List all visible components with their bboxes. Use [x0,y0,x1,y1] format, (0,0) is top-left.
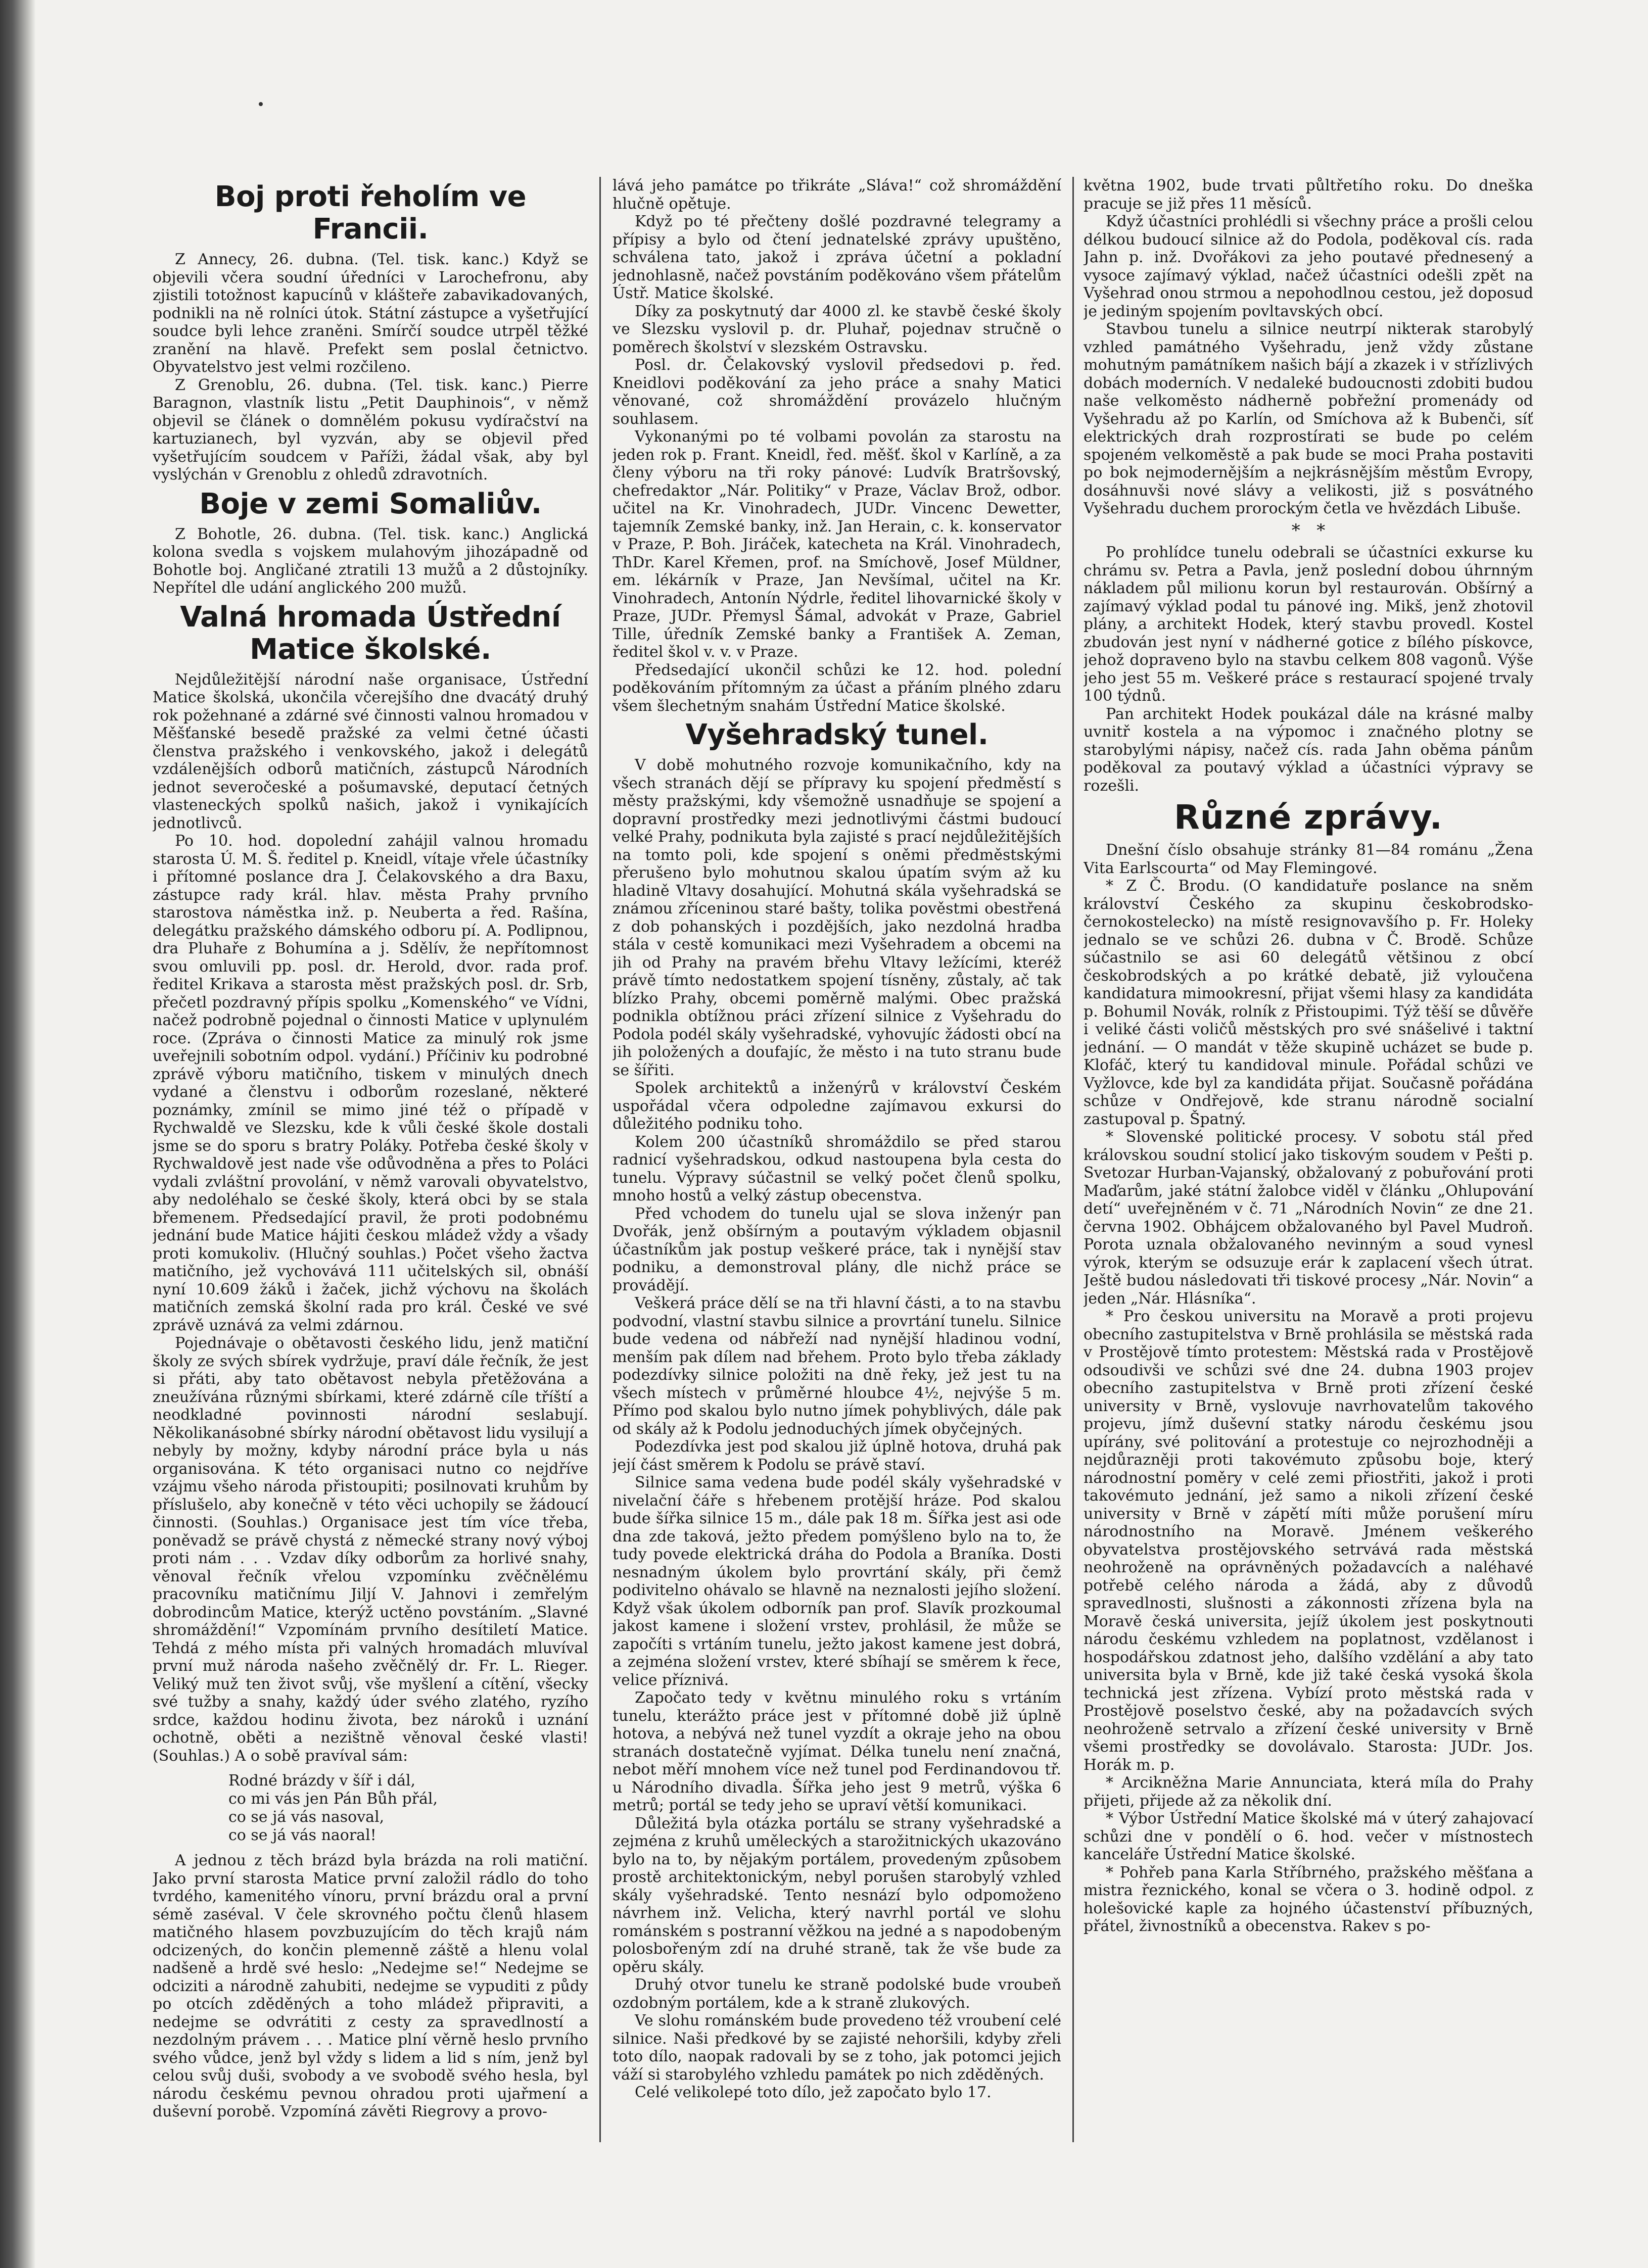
article-paragraph: * Arcikněžna Marie Annunciata, která míla do Prahy přijeti, přijede až za několik dní. [1084,1774,1533,1810]
article-paragraph: * Výbor Ústřední Matice školské má v úterý zahajovací schůzi dne v pondělí o 6. hod. večer v místnostech kanceláře Ústřední Matice školské. [1084,1810,1533,1863]
headline-ruzne-zpravy: Různé zprávy. [1174,798,1443,837]
article-paragraph: * Slovenské politické procesy. V sobotu stál před královskou soudní stolicí jako tiskovým soudem v Pešti p. Svetozar Hurban-Vajanský, obžalovaný z pobuřování proti Maďarům, jaké státní žalobce viděl v článku „Ohlupování detí“ uveřejněném v č. 71 „Národních Novin“ ze dne 21. června 1902. Obhájcem obžalovaného byl Pavel Mudroň. Porota uznala obžalovaného nevinným a soud vynesl výrok, kterým se odsuzuje erár k zaplacení všech útrat. Ještě budou následovati tři tiskové procesy „Nár. Novin“ a jeden „Nár. Hlásníka“. [1084,1128,1533,1308]
article-paragraph: Započato tedy v květnu minulého roku s vrtáním tunelu, kterážto práce jest v přítomné době již úplně hotova, a nebývá než tunel vyzdít a okraje jeho na obou stranách dostatečně vyjímat. Délka tunelu není značná, nebot měří mnohem více než tunel pod Ferdinandovou tř. u Národního divadla. Šířka jeho jest 9 metrů, výška 6 metrů; portál se tedy jeho se upraví větší komunikaci. [613,1689,1061,1814]
article-paragraph: V době mohutného rozvoje komunikačního, kdy na všech stranách dějí se přípravy ku spojení předměstí s městy pražskými, kdy všemožně usnadňuje se spojení a dopravní prostředky mezi jednotlivými částmi budoucí velké Prahy, podnikuta byla zajisté s prací nejdůležitějších na tomto poli, kde spojení s oněmi předměstskými přerušeno bylo mohutnou skalou úpatím svým až ku hladině Vltavy dosahující. Mohutná skála vyšehradská se známou zříceninou staré bašty, tolika pověstmi obestřená z dob pohanských i pozdějších, jako nezdolná hradba stála v cestě komunikaci mezi Vyšehradem a obcemi na jih od Prahy na pravém břehu Vltavy ležícími, kteréž právě tímto nedostatkem spojení tísněny, zůstaly, ač tak blízko Prahy, obcemi poměrně malými. Obec pražská podnikla obtížnou práci zřízení silnice z Vyšehradu do Podola podél skály vyšehradské, vyhovujíc žádosti obcí na jih položených a doufajíc, že město i na tuto stranu bude se šířiti. [613,756,1061,1079]
article-paragraph: Podezdívka jest pod skalou již úplně hotova, druhá pak její část směrem k Podolu se právě staví. [613,1438,1061,1474]
verse-line: co mi vás jen Pán Bůh přál, [228,1790,438,1808]
column-3 [1084,177,1533,2142]
article-paragraph: Z Grenoblu, 26. dubna. (Tel. tisk. kanc.) Pierre Baragnon, vlastník listu „Petit Dauphinois“, v němž objevil se článek o domnělém pokusu vydíračství na kartuzianech, byl vyzván, aby se objevil před vyšetřujícím soudcem v Paříži, žádal však, aby byl vyslýchán v Grenoblu z ohledů zdravotních. [153,376,588,484]
article-paragraph: Vykonanými po té volbami povolán za starostu na jeden rok p. Frant. Kneidl, řed. měšť. škol v Karlíně, a za členy výboru na tři roky pánové: Ludvík Bratršovský, chefredaktor „Nár. Politiky“ v Praze, Václav Brož, odbor. učitel na Kr. Vinohradech, JUDr. Vincenc Dewetter, tajemník Zemské banky, inž. Jan Herain, c. k. konservator v Praze, P. Boh. Jiráček, katecheta na Král. Vinohradech, ThDr. Karel Křemen, prof. na Smíchově, Josef Müldner, em. lékárník v Praze, Jan Nevšímal, učitel na Kr. Vinohradech, Antonín Nýdrle, ředitel lihovarnické školy v Praze, JUDr. Přemysl Šámal, advokát v Praze, Gabriel Tille, úředník Zemské banky a František A. Zeman, ředitel škol v. v. v Praze. [613,428,1061,661]
article-paragraph: * Z Č. Brodu. (O kandidatuře poslance na sněm království Českého za skupinu českobrodsko-černokostelecko) na místě resignovavšího p. Fr. Holeky jednalo se ve schůzi 26. dubna v Č. Brodě. Schůze súčastnilo se asi 60 delegátů většinou z obcí českobrodských a po krátké debatě, již vyloučena kandidatura mimookresní, přijat všemi hlasy za kandidáta p. Bohumil Novák, rolník z Přistoupimi. Týž těší se důvěře i veliké části voličů městských pro své snášelivé i taktní jednání. — O mandát v těže skupině ucházet se bude p. Klofáč, který tu kandidoval minule. Pořádal schůzi ve Vyžlovce, kde byl za kandidáta přijat. Současně pořádána schůze v Ondřejově, kde stranu národně socialní zastupoval p. Špatný. [1084,877,1533,1128]
article-paragraph: Posl. dr. Čelakovský vyslovil předsedovi p. řed. Kneidlovi poděkování za jeho práce a snahy Matici věnované, což shromáždění provázelo hlučným souhlasem. [613,356,1061,428]
article-paragraph: Nejdůležitější národní naše organisace, Ústřední Matice školská, ukončila včerejšího dne dvacátý druhý rok požehnané a zdárné své činnosti valnou hromadou v Měšťanské besedě pražské za velmi četné účasti členstva pražského i venkovského, jakož i delegátů vzdálenějších odborů matičních, zástupců Národních jednot severočeské a pošumavské, deputací četných vlasteneckých spolků našich, jakož i vynikajících jednotlivců. [153,670,588,832]
article-paragraph: Silnice sama vedena bude podél skály vyšehradské v nivelační čáře s hřebenem protější hráze. Pod skalou bude šířka silnice 15 m., dále pak 18 m. Šířka jest asi ode dna zde taková, ježto předem pomýšleno bylo na to, že tudy povede elektrická dráha do Podola a Braníka. Dosti nesnadným úkolem bylo provrtání skály, při čemž podivitelno ohávalo se hlavně na neznalosti jejího složení. Když však úkolem odborník pan prof. Slavík prozkoumal jakost kamene i složení vrstev, prohlásil, že může se započíti s vrtáním tunelu, ježto jakost kamene jest dobrá, a zejména složení vrstev, které sbíhají se směrem k řece, velice příznivá. [613,1474,1061,1689]
article-paragraph: Spolek architektů a inženýrů v království Českém uspořádal včera odpoledne zajímavou exkursi do důležitého podniku toho. [613,1079,1061,1133]
verse-line: co se já vás naoral! [228,1826,376,1844]
article-paragraph: Celé velikolepé toto dílo, jež započato bylo 17. [635,2084,992,2101]
article-paragraph: Pan architekt Hodek poukázal dále na krásné malby uvnitř kostela a na výpomoc i značného plotny se starobylými nápisy, načež cís. rada Jahn oběma pánům poděkoval za poutavý výklad a účastníci výpravy se rozešli. [1084,705,1533,795]
headline-boj-proti-reholim: Boj proti řeholím ve Francii. [214,180,527,246]
verse-line: co se já vás nasoval, [228,1808,385,1826]
column-2 [613,177,1061,2142]
article-paragraph: Z Bohotle, 26. dubna. (Tel. tisk. kanc.) Anglická kolona svedla s vojskem mulahovým jihozápadně od Bohotle boj. Angličané ztratili 13 mužů a 2 důstojníky. Nepřítel dle udání anglického 200 mužů. [153,525,588,597]
verse-line: Rodné brázdy v šíř i dál, [228,1772,416,1790]
article-paragraph: A jednou z těch brázd byla brázda na roli matiční. Jako první starosta Matice první založil rádlo do toho tvrdého, kamenitého vínoru, první brázdu oral a první sémě zaséval. V čele skrovného počtu členů hlasem matičného hlasem povzbuzujícím do těch krajů nám odcizených, do končin plemenně záště a hlenu volal nadšeně a hrdě své heslo: „Nedejme se!“ Nedejme se odciziti a národně zahubiti, nedejme se vypuditi z půdy po otcích zděděných a toho mládež připraviti, a nedejme se odvrátiti z cesty za spravedlností a nezdolným právem . . . Matice plní věrně heslo prvního svého vůdce, jenž byl vždy s lidem a lid s ním, jenž byl celou svůj duši, svobody a ve svobodě svého hesla, byl národu českému pevnou ohradou proti ujařmení a duševní porobě. Vzpomíná závěti Riegrovy a provo- [153,1852,588,2120]
column-rule-2 [1072,177,1074,2142]
article-paragraph: Důležitá byla otázka portálu se strany vyšehradské a zejména z kruhů uměleckých a starožitnických ukazováno bylo na to, by nějakým portálem, provedeným způsobem prostě architektonickým, nebyl porušen starobylý vzhled skály vyšehradské. Tento nesnází bylo odpomoženo návrhem inž. Velicha, který navrhl portál ve slohu románském s postranní věžkou na jedné a s napodobeným polosbořeným zdí na druhé straně, tak že vše bude za opěru skály. [613,1814,1061,1976]
ink-spot [259,102,263,106]
article-paragraph: Když po té přečteny došlé pozdravné telegramy a přípisy a bylo od čtení jednatelské zprávy upuštěno, schválena tato, jakož i zpráva účetní a pokladní jednohlasně, načež povstáním poděkováno všem přátelům Ústř. Matice školské. [613,213,1061,302]
article-paragraph: Po 10. hod. dopolední zahájil valnou hromadu starosta Ú. M. Š. ředitel p. Kneidl, vítaje vřele účastníky i přítomné poslance dra J. Čelakovského a dra Baxu, zástupce rady král. hlav. města Prahy prvního starostova náměstka inž. p. Neuberta a řed. Rašína, delegátku pražského dámského odboru pí. A. Podlipnou, dra Pluhaře z Bohumína a j. Sdělív, že nepřítomnost svou omluvili pp. posl. dr. Herold, dvor. rada prof. ředitel Krikava a starosta měst pražských posl. dr. Srb, přečetl pozdravný přípis spolku „Komenského“ ve Vídni, načež podrobně pojednal o činnosti Matice v uplynulém roce. (Zpráva o činnosti Matice za minulý rok jsme uveřejnili sobotním odpol. vydání.) Příčiniv ku podrobné zprávě výboru matičního, tiskem v minulých dnech vydané a členstvu i odborům rozeslané, některé poznámky, zmínil se mimo jiné též o případě v Rychwaldě ve Slezsku, kde k vůli české škole dostali jsme se do sporu s bratry Poláky. Potřeba české školy v Rychwaldově jest nade vše odůvodněna a přes to Poláci vydali zvláštní provolání, v němž varovali obyvatelstvo, aby nedoléhalo se české školy, která obci by se stala břemenem. Předsedající pravil, že proti podobnému jednání bude Matice hájiti českou mládež vždy a všady proti komukoliv. (Hlučný souhlas.) Počet všeho žactva matičního, jež vychovává 111 učitelských sil, obnáší nyní 10.609 žáků i žaček, jichž výchovu na školách matičních zemská školní rada pro král. České ve své zprávě uznává za velmi zdárnou. [153,832,588,1334]
article-paragraph: Před vchodem do tunelu ujal se slova inženýr pan Dvořák, jenž obšírným a poutavým výkladem objasnil účastníkům jak postup veškeré práce, tak i nynější stav podniku, a demonstroval plány, dle nichž práce se provádějí. [613,1204,1061,1294]
article-paragraph: Díky za poskytnutý dar 4000 zl. ke stavbě české školy ve Slezsku vyslovil p. dr. Pluhař, pojednav stručně o poměrech školství v slezském Ostravsku. [613,302,1061,356]
column-rule-1 [599,177,601,2142]
headline-vysehradsky-tunel: Vyšehradský tunel. [685,718,988,751]
article-paragraph: * Pro českou universitu na Moravě a proti projevu obecního zastupitelstva v Brně prohlásila se městská rada v Prostějově tímto protestem: Městská rada v Prostějově odsoudivši ve schůzi své dne 24. dubna 1903 projev obecního zastupitelstva v Brně proti zřízení české university v Brně, vyslovuje navrhovatelům takového projevu, jímž duševní statky národu českému jsou upírány, své politování a protestuje co nejrozhodněji a nejdůrazněji proti takovémuto způsobu boje, který národnostní poměry v celé zemi přiostřiti, jakož i proti takovémuto jednání, jež samo a nikoli zřízení české university v Brně v zápětí míti může porušení míru národnostního na Moravě. Jménem veškerého obyvatelstva prostějovského setrvává rada městská neohroženě na oprávněných požadavcích a naléhavé potřebě celého národa a žádá, aby z důvodů spravedlnosti, slušnosti a zákonnosti zřízena byla na Moravě česká universita, jejíž úkolem jest poskytnouti národu českému vzhledem na poplatnost, vzdělanost i hospodářskou zdatnost jeho, dalšího vzdělání a aby tato universita byla v Brně, kde již také česká vysoká škola technická jest zřízena. Vybízí proto městská rada v Prostějově poselstvo české, aby na požadavcích svých neohroženě setrvalo a zřízení české university v Brně všemi prostředky se dovolávalo. Starosta: JUDr. Jos. Horák m. p. [1084,1308,1533,1774]
article-paragraph: Když účastníci prohlédli si všechny práce a prošli celou délkou budoucí silnice až do Podola, poděkoval cís. rada Jahn p. inž. Dvořákovi za jeho poutavé přednesený a vysoce zajímavý výklad, načež účastníci odešli zpět na Vyšehrad onou strmou a nepohodlnou cestou, jež doposud je jediným spojením povltavských obcí. [1084,213,1533,320]
article-paragraph: května 1902, bude trvati půltřetího roku. Do dneška pracuje se již přes 11 měsíců. [1084,177,1533,213]
headline-valna-hromada: Valná hromada Ústřední Matice školské. [180,600,561,666]
asterism-separator: * * [1291,520,1326,541]
article-paragraph: Po prohlídce tunelu odebrali se účastníci exkurse ku chrámu sv. Petra a Pavla, jenž poslední dobou úhrnným nákladem půl milionu korun byl restaurován. Obšírný a zajímavý výklad podal tu pánové ing. Mikš, jenž zhotovil plány, a architekt Hodek, který stavbu provedl. Kostel zbudován jest nyní v nádherné gotice z bílého pískovce, jehož dopraveno bylo na stavbu celkem 808 vagonů. Výše jeho jest 55 m. Veškeré práce s restaurací spojené trvaly 100 týdnů. [1084,544,1533,705]
article-paragraph: * Pohřeb pana Karla Stříbrného, pražského měšťana a mistra řeznického, konal se včera o 3. hodině odpol. z holešovické kaple za hojného účastenství příbuzných, přátel, živnostníků a obecenstva. Rakev s po- [1084,1863,1533,1935]
binding-edge [0,0,35,2268]
article-paragraph: Předsedající ukončil schůzi ke 12. hod. polední poděkováním přítomným za účast a přáním plného zdaru všem šlechetným snahám Ústřední Matice školské. [613,661,1061,715]
article-paragraph: lává jeho památce po třikráte „Sláva!“ což shromáždění hlučně opětuje. [613,177,1061,213]
article-paragraph: Z Annecy, 26. dubna. (Tel. tisk. kanc.) Když se objevili včera soudní úředníci v Larochefronu, aby zjistili totožnost kapucínů v klášteře zabavikadovaných, podnikli na ně rolníci útok. Státní zástupce a vyšetřující soudce byli lehce zraněni. Smírčí soudce utrpěl těžké zranění na hlavě. Prefekt sem poslal četnictvo. Obyvatelstvo jest velmi rozčileno. [153,251,588,376]
headline-boje-somaliu: Boje v zemi Somaliův. [199,487,542,520]
article-paragraph: Stavbou tunelu a silnice neutrpí nikterak starobylý vzhled památného Vyšehradu, jenž vždy zůstane mohutným památníkem našich bájí a zkazek i v střízlivých dobách moderních. V nedaleké budoucnosti zdobiti budou naše velkoměsto nádherně pobřežní promenády od Vyšehradu až po Karlín, od Smíchova až k Bubenči, síť elektrických drah rozprostírati se bude po celém spojeném velkoměstě a pak bude se moci Praha postaviti po bok nejmodernějším a nejkrásnějším městům Evropy, dosáhnuvši nové slávy a velikosti, již s posvátného Vyšehradu duchem prorockým četla ve hvězdách Libuše. [1084,320,1533,517]
poem-verse [228,1772,588,1845]
article-paragraph: Pojednávaje o obětavosti českého lidu, jenž matiční školy ze svých sbírek vydržuje, praví dále řečník, že jest si přáti, aby tato obětavost nebyla přetěžována a zneužívána různými sbírkami, které zdárně cíle tříští a neodkladné povinnosti národní seslabují. Několikanásobné sbírky národní obětavost lidu vysilují a nebyly by možny, kdyby národní práce byla u nás organisována. K této organisaci nutno co nejdříve vzájmu všeho národa přistoupiti; posilnovati kruhům by příslušelo, aby konečně v této věci uchopily se žádoucí činnosti. (Souhlas.) Organisace jest tím více třeba, poněvadž se právě chystá z německé strany nový výboj proti nám . . . Vzdav díky odborům za horlivé snahy, věnoval řečník vřelou vzpomínku zvěčnělému pracovníku matičnímu Jiljí V. Jahnovi i zemřelým dobrodincům Matice, kterýž uctěno povstáním. „Slavné shromáždění!“ Vzpomínám prvního desítiletí Matice. Tehdá z mého místa při valných hromadách mluvíval první muž národa našeho zvěčnělý dr. Fr. L. Rieger. Veliký muž ten život svůj, vše myšlení a cítění, všecky své tužby a snahy, každý úder svého zlatého, ryzího srdce, každou hodinu života, bez nároků i uznání ochotně, oběti a nezištně věnoval české vlasti! (Souhlas.) A o sobě pravíval sám: [153,1334,588,1765]
article-paragraph: Ve slohu románském bude provedeno též vroubení celé silnice. Naši předkové by se zajisté nehoršili, kdyby zřeli toto dílo, naopak radovali by se z toho, jak potomci jejich váží si starobylého vzhledu památek po nich zděděných. [613,2012,1061,2084]
article-paragraph: Druhý otvor tunelu ke straně podolské bude vroubeň ozdobným portálem, kde a k straně zlukových. [613,1976,1061,2012]
article-paragraph: Kolem 200 účastníků shromáždilo se před starou radnicí vyšehradskou, odkud nastoupena byla cesta do tunelu. Výpravy súčastnil se velký počet členů spolku, mnoho hostů a velký zástup obecenstva. [613,1133,1061,1204]
article-paragraph: Veškerá práce dělí se na tři hlavní části, a to na stavbu podvodní, vlastní stavbu silnice a provrtání tunelu. Silnice bude vedena od nábřeží nad nynější hladinou vodní, menším pak dílem nad břehem. Proto bylo třeba základy podezdívky silnice položiti na dně řeky, jež jest tu na všech místech v průměrné hloubce 4½, nejvýše 5 m. Přímo pod skalou bylo nutno jímek pohyblivých, dále pak od skály až k Podolu jednoduchých jímek obyčejných. [613,1294,1061,1438]
article-paragraph: Dnešní číslo obsahuje stránky 81—84 románu „Žena Vita Earlscourta“ od May Flemingové. [1084,841,1533,877]
column-1 [153,177,588,2142]
